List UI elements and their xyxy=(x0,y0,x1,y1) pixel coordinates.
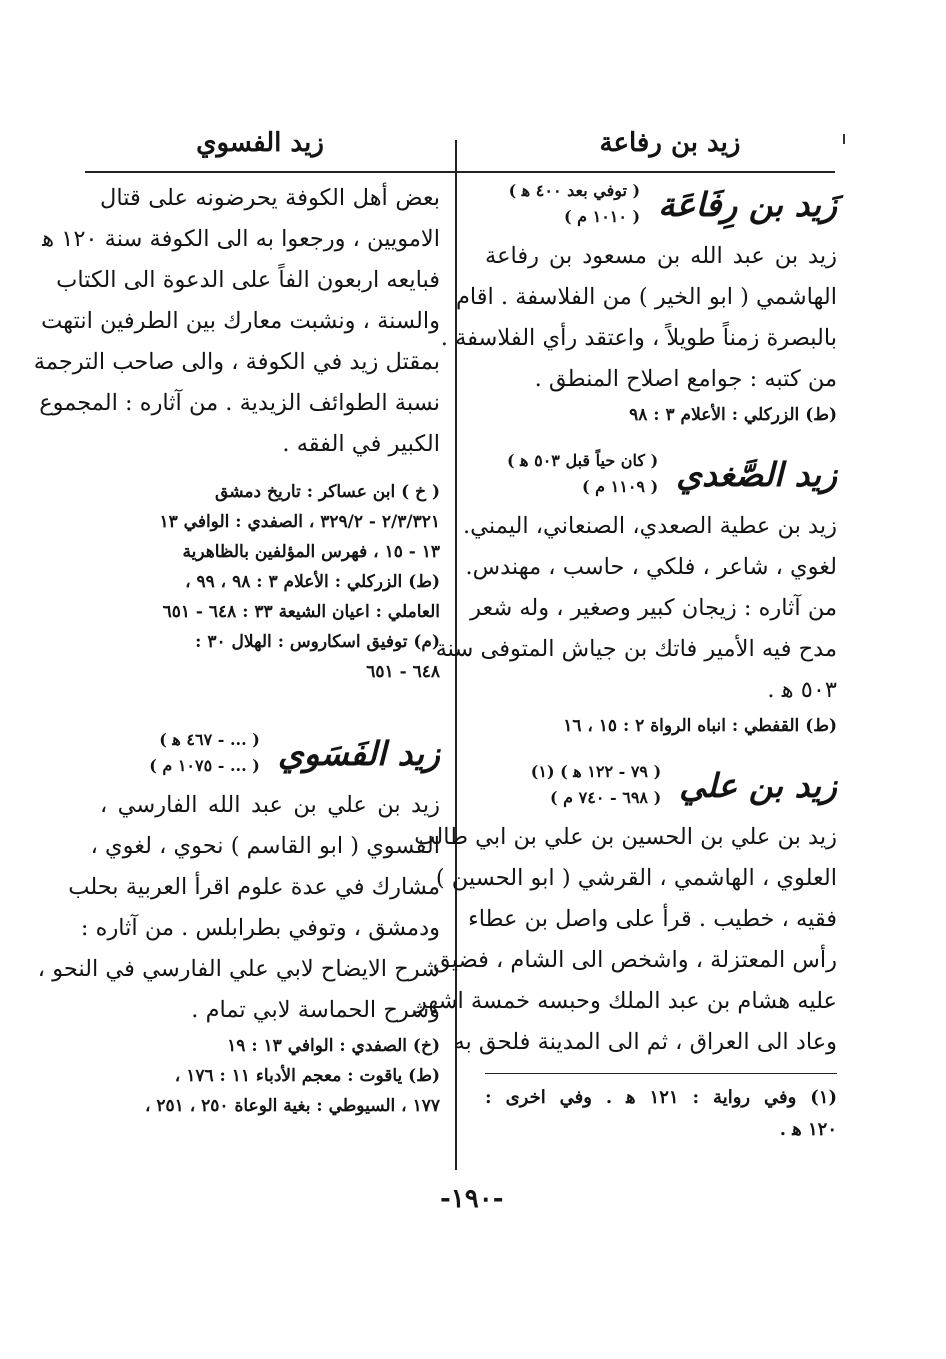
continuation-line: نسبة الطوائف الزيدية . من آثاره : المجموع xyxy=(39,390,440,416)
hijri-dates: ( ... - ٤٦٧ ﻫ ) xyxy=(159,730,260,749)
entry-dates xyxy=(149,727,260,779)
header-rule xyxy=(85,171,835,173)
entry-text-line: من كتبه : جوامع اصلاح المنطق . xyxy=(534,366,837,392)
footnote-line: ١٢٠ ﻫ . xyxy=(779,1119,837,1140)
entry-name: زيد بن علي xyxy=(679,765,837,805)
running-head-left: زيد الفسوي xyxy=(196,128,324,158)
entry-dates xyxy=(509,178,641,230)
entry-text-line: رأس المعتزلة ، واشخص الى الشام ، فضيق xyxy=(433,947,837,973)
entry-name: زيد الصَّغدي xyxy=(676,454,837,494)
entry-text-line: مشارك في عدة علوم اقرأ العربية بحلب xyxy=(68,874,440,900)
entry-text-line: فقيه ، خطيب . قرأ على واصل بن عطاء xyxy=(468,906,837,932)
gregorian-dates: ( ... - ١٠٧٥ م ) xyxy=(149,756,260,775)
source-line: (ط) الزركلي : الأعلام ٣ : ٩٨ ، ٩٩ ، xyxy=(185,572,440,592)
continuation-line: بمقتل زيد في الكوفة ، والى صاحب الترجمة xyxy=(33,349,440,375)
entry-text-line: ودمشق ، وتوفي بطرابلس . من آثاره : xyxy=(80,915,440,941)
entry-text-line: زيد بن عطية الصعدي، الصنعاني، اليمني. xyxy=(463,513,837,539)
right-column xyxy=(414,178,837,1146)
continuation-line: والسنة ، ونشبت معارك بين الطرفين انتهت xyxy=(41,308,440,334)
entry-text-line: لغوي ، شاعر ، فلكي ، حاسب ، مهندس. xyxy=(465,554,837,580)
footnote-rule xyxy=(485,1073,837,1074)
page-number: -١٩٠- xyxy=(440,1184,504,1214)
entry-text-line: مدح فيه الأمير فاتك بن جياش المتوفى سنة xyxy=(435,636,837,662)
source-line: (ط) الزركلي : الأعلام ٣ : ٩٨ xyxy=(629,405,837,425)
gregorian-dates: ( ١١٠٩ م ) xyxy=(582,477,659,496)
entry-text-line: بالبصرة زمناً طويلاً ، واعتقد رأي الفلاسفة . xyxy=(440,325,837,351)
source-line: (خ) الصفدي : الوافي ١٣ : ١٩ xyxy=(227,1036,440,1056)
left-column xyxy=(33,178,440,1121)
entry-text-line: من آثاره : زيجان كبير وصغير ، وله شعر xyxy=(470,595,837,621)
source-line: العاملي : اعيان الشيعة ٣٣ : ٦٤٨ - ٦٥١ xyxy=(162,602,440,622)
source-line: ( خ ) ابن عساكر : تاريخ دمشق xyxy=(215,482,440,502)
running-head-right: زيد بن رفاعة xyxy=(599,128,741,158)
entry-text-line: الهاشمي ( ابو الخير ) من الفلاسفة . اقام xyxy=(455,284,837,310)
margin-mark xyxy=(843,134,845,144)
gregorian-dates: ( ١٠١٠ م ) xyxy=(563,207,641,226)
source-line: (ط) القفطي : انباه الرواة ٢ : ١٥ ، ١٦ xyxy=(563,716,837,736)
footnote-line: (١) وفي رواية : ١٢١ ﻫ . وفي اخرى : xyxy=(485,1087,837,1108)
entry-text-line: زيد بن علي بن عبد الله الفارسي ، xyxy=(100,792,440,818)
continuation-line: بعض أهل الكوفة يحرضونه على قتال xyxy=(100,185,440,211)
source-line: ٦٤٨ - ٦٥١ xyxy=(366,662,440,682)
continuation-line: الامويين ، ورجعوا به الى الكوفة سنة ١٢٠ ﻫ xyxy=(42,226,440,252)
entry-text-line: زيد بن علي بن الحسين بن علي بن ابي طالب xyxy=(414,824,837,850)
entry-text-line: ٥٠٣ ﻫ . xyxy=(767,677,837,703)
source-line: (م) توفيق اسكاروس : الهلال ٣٠ : xyxy=(195,632,440,652)
entry-header-zayd-al-sadi xyxy=(485,448,837,500)
entry-name: زيد الفَسَوي xyxy=(277,733,440,773)
source-line: ١٣ - ١٥ ، فهرس المؤلفين بالظاهرية xyxy=(182,542,440,562)
gregorian-dates: ( ٦٩٨ - ٧٤٠ م ) xyxy=(550,788,662,807)
entry-header-zayd-ibn-ali xyxy=(485,759,837,811)
source-line: ٢/٣/٣٢١ - ٣٢٩/٢ ، الصفدي : الوافي ١٣ xyxy=(159,512,440,532)
entry-name: زَيد بن رِفَاعَة xyxy=(658,184,837,224)
source-line: ١٧٧ ، السيوطي : بغية الوعاة ٢٥٠ ، ٢٥١ ، xyxy=(145,1096,440,1116)
entry-text-line: شرح الايضاح لابي علي الفارسي في النحو ، xyxy=(37,956,440,982)
entry-text-line: العلوي ، الهاشمي ، القرشي ( ابو الحسين ) xyxy=(435,865,837,891)
entry-text-line: وشرح الحماسة لابي تمام . xyxy=(191,997,440,1023)
entry-text-line: وعاد الى العراق ، ثم الى المدينة فلحق به xyxy=(453,1029,837,1055)
hijri-dates: ( توفي بعد ٤٠٠ ﻫ ) xyxy=(508,181,641,200)
entry-header-zayd-al-fasawi xyxy=(100,727,440,779)
entry-dates xyxy=(531,759,661,811)
source-line: (ط) ياقوت : معجم الأدباء ١١ : ١٧٦ ، xyxy=(174,1066,440,1086)
entry-text-line: زيد بن عبد الله بن مسعود بن رفاعة xyxy=(485,243,837,269)
entry-text-line: عليه هشام بن عبد الملك وحبسه خمسة اشهر xyxy=(415,988,837,1014)
entry-dates xyxy=(507,448,658,500)
hijri-dates: ( ٧٩ - ١٢٢ ﻫ ) (١) xyxy=(530,762,662,781)
entry-text-line: الفسوي ( ابو القاسم ) نحوي ، لغوي ، xyxy=(90,833,440,859)
continuation-line: فبايعه اربعون الفاً على الدعوة الى الكتاب xyxy=(56,267,440,293)
entry-header-zayd-ibn-rifaa xyxy=(485,178,837,230)
hijri-dates: ( كان حياً قبل ٥٠٣ ﻫ ) xyxy=(506,451,659,470)
continuation-line: الكبير في الفقه . xyxy=(282,431,440,457)
